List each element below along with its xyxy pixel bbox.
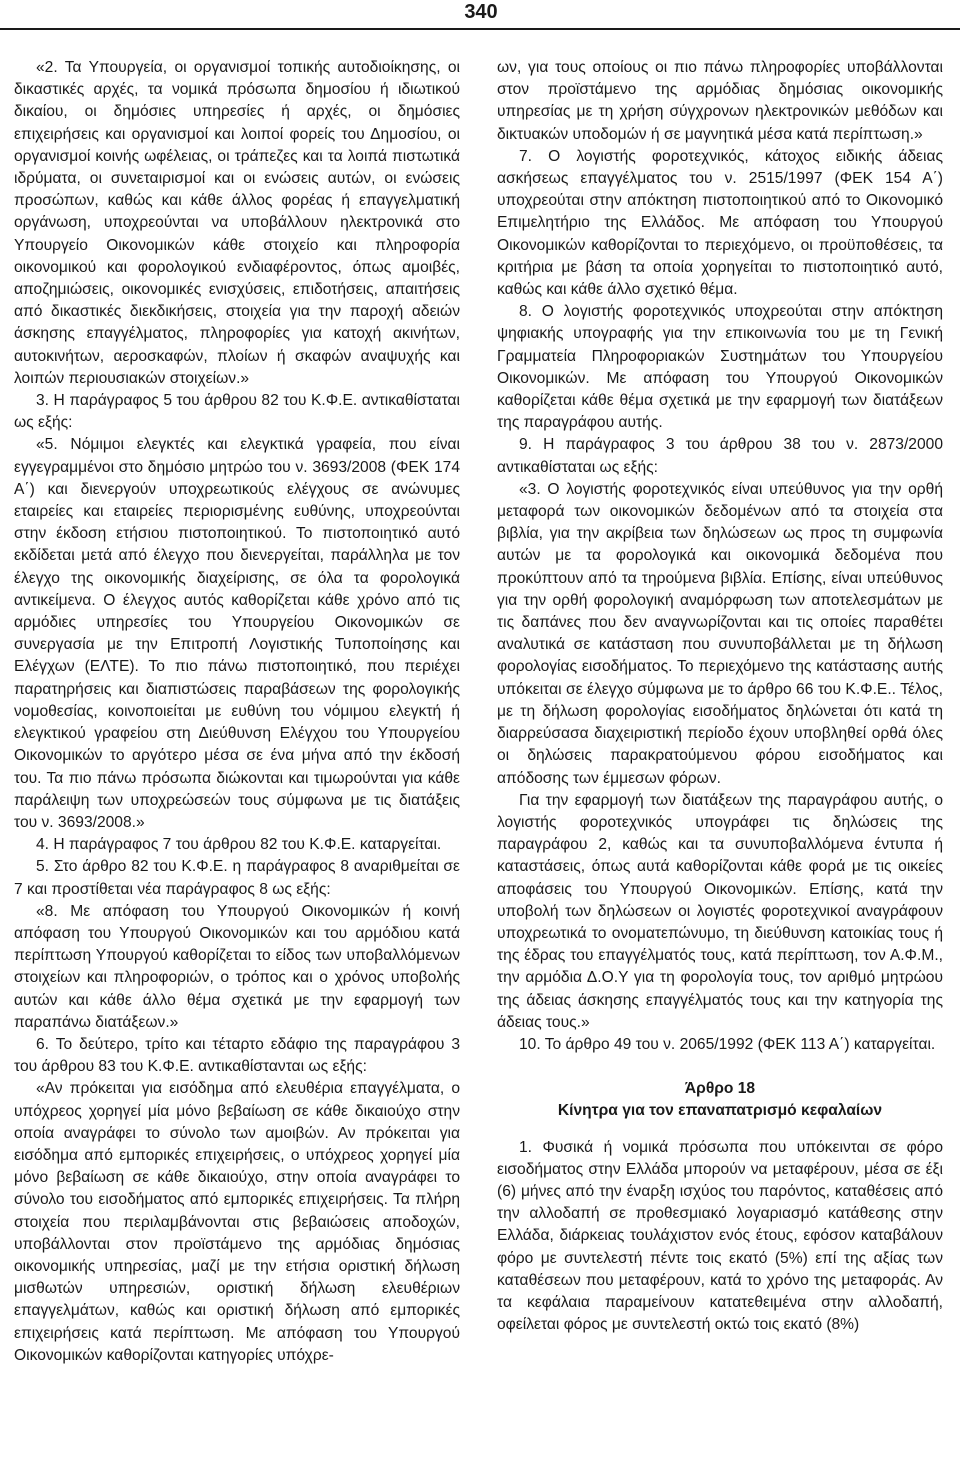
spacer xyxy=(497,1123,943,1137)
paragraph: «5. Νόμιμοι ελεγκτές και ελεγκτικά γραφεία, που είναι εγγεγραμμένοι στο δημόσιο μητρώο του ν. 3693/2008 (ΦΕΚ 174 Α΄) και διενεργούν υποχρεωτικούς ελέγχους σε ανώνυμες εταιρείες και εταιρείες περιορισμένης ευθύνης, υποχρεούνται στην έκδοση ετήσιου πιστοποιητικού. Το πιστοποιητικό αυτό εκδίδεται μετά από έλεγχο που διενεργείται, παράλληλα με τον έλεγχο της οικονομικής διαχείρισης, σε όλα τα φορολογικά αντικείμενα. Ο έλεγχος αυτός καθορίζεται κάθε χρόνο από τις αρμόδιες υπηρεσίες του Υπουργείου Οικονομικών σε συνεργασία με την Επιτροπή Λογιστικής Τυποποίησης και Ελέγχων (ΕΛΤΕ). Το πιο πάνω πιστοποιητικό, που περιέχει παρατηρήσεις και διαπιστώσεις παραβάσεων της φορολογικής νομοθεσίας, κοινοποιείται με ευθύνη του νόμιμου ελεγκτή ή ελεγκτικού γραφείου στη Διεύθυνση Ελέγχου του Υπουργείου Οικονομικών το αργότερο μέσα σε ένα μήνα από την έκδοσή του. Τα πιο πάνω πρόσωπα διώκονται και τιμωρούνται για κάθε παράλειψη των υποχρεώσεών τους σύμφωνα με τις διατάξεις του ν. 3693/2008.» xyxy=(14,436,460,831)
paragraph: 4. Η παράγραφος 7 του άρθρου 82 του Κ.Φ.Ε. καταργείται. xyxy=(36,836,442,854)
paragraph: «Αν πρόκειται για εισόδημα από ελευθέρια επαγγέλματα, ο υπόχρεος χορηγεί μία μόνο βεβαίωση σε κάθε δικαιούχο στην οποία αναγράφει το σύνολο των αμοιβών. Αν πρόκειται για εισόδημα από εμπορικές επιχειρήσεις, ο υπόχρεος χορηγεί μία μόνο βεβαίωση σε κάθε δικαιούχο, στην οποία αναγράφει το σύνολο του εισοδήματος από εμπορικές επιχειρήσεις. Τα πλήρη στοιχεία που περιλαμβάνονται στις βεβαιώσεις αποδοχών, υποβάλλονται στον προϊστάμενο της αρμόδιας δημόσιας οικονομικής υπηρεσίας, μαζί με την ετήσια οριστική δήλωση μισθωτών υπηρεσιών, οριστική δήλωση ελευθέριων επαγγελμάτων, καθώς και οριστική δήλωση από εμπορικές επιχειρήσεις κατά περίπτωση. Με απόφαση του Υπουργού Οικονομικών καθορίζονται κατηγορίες υπόχρε- xyxy=(14,1080,460,1364)
right-column xyxy=(497,57,943,1475)
paragraph: 5. Στο άρθρο 82 του Κ.Φ.Ε. η παράγραφος 8 αναριθμείται σε 7 και προστίθεται νέα παράγραφος 8 ως εξής: xyxy=(14,858,460,898)
left-column xyxy=(14,57,460,1475)
paragraph: 1. Φυσικά ή νομικά πρόσωπα που υπόκεινται σε φόρο εισοδήματος στην Ελλάδα μπορούν να μεταφέρουν, μέσα σε έξι (6) μήνες από την έναρξη ισχύος του παρόντος, καταθέσεις από την αλλοδαπή σε προθεσμιακό λογαριασμό κατάθεσης στην Ελλάδα, διάρκειας τουλάχιστον ενός έτους, εφόσον καταβάλουν φόρο με συντελεστή πέντε τοις εκατό (5%) επί της αξίας των καταθέσεων που μεταφέρουν, κατά το χρόνο της μεταφοράς. Αν τα κεφάλαια παραμείνουν κατατεθειμένα στην αλλοδαπή, οφείλεται φόρος με συντελεστή οκτώ τοις εκατό (8%) xyxy=(497,1138,943,1334)
page-header xyxy=(0,0,960,44)
article-title: Κίνητρα για τον επαναπατρισμό κεφαλαίων xyxy=(557,1102,883,1120)
paragraph: 10. Το άρθρο 49 του ν. 2065/1992 (ΦΕΚ 113 Α΄) καταργείται. xyxy=(519,1035,936,1053)
spacer xyxy=(497,1056,943,1078)
paragraph: «8. Με απόφαση του Υπουργού Οικονομικών ή κοινή απόφαση του Υπουργού Οικονομικών και του αρμόδιου κατά περίπτωση Υπουργού καθορίζεται το είδος των υποβαλλόμενων στοιχείων και πληροφοριών, ο τρόπος και ο χρόνος υποβολής αυτών και κάθε άλλο θέμα σχετικά με την εφαρμογή των παραπάνω διατάξεων.» xyxy=(14,902,460,1031)
page-number: 340 xyxy=(464,1,498,23)
paragraph: 7. Ο λογιστής φοροτεχνικός, κάτοχος ειδικής άδειας ασκήσεως επαγγέλματος του ν. 2515/1997 (ΦΕΚ 154 Α΄) υποχρεούται στην απόκτηση πιστοποιητικού από το Οικονομικό Επιμελητήριο της Ελλάδος. Με απόφαση του Υπουργού Οικονομικών καθορίζονται το περιεχόμενο, οι προϋποθέσεις, τα κριτήρια με βάση τα οποία χορηγείται το πιστοποιητικό αυτό, καθώς και κάθε άλλο σχετικό θέμα. xyxy=(497,147,943,299)
paragraph: «2. Τα Υπουργεία, οι οργανισμοί τοπικής αυτοδιοίκησης, οι δικαστικές αρχές, τα νομικά πρόσωπα δημοσίου ή ιδιωτικού δικαίου, οι δημόσιες υπηρεσίες ή αρχές, οι δημόσιες επιχειρήσεις και οργανισμοί και λοιποί φορείς του Δημοσίου, οι οργανισμοί κοινής ωφέλειας, οι τράπεζες και τα λοιπά πιστωτικά ιδρύματα, οι συνεταιρισμοί και οι ενώσεις αυτών, οι ενώσεις προσώπων, καθώς και κάθε άλλος φορέας ή επαγγελματική οργάνωση, υποχρεούνται να υποβάλλουν ηλεκτρονικά στο Υπουργείο Οικονομικών κάθε στοιχείο και πληροφορία οικονομικού και φορολογικού ενδιαφέροντος, όπως αμοιβές, αποζημιώσεις, οικονομικές ενισχύσεις, επιδοτήσεις, απαιτήσεις από δικαστικές διεκδικήσεις, στοιχεία για την παροχή αδειών άσκησης επαγγέλματος, πληροφορίες για κατοχή ακινήτων, αυτοκινήτων, αεροσκαφών, πλοίων ή σκαφών αναψυχής και λοιπών περιουσιακών στοιχείων.» xyxy=(14,59,460,387)
paragraph: 8. Ο λογιστής φοροτεχνικός υποχρεούται στην απόκτηση ψηφιακής υπογραφής για την επικοινωνία του με τη Γενική Γραμματεία Πληροφοριακών Συστημάτων του Υπουργείου Οικονομικών. Με απόφαση του Υπουργού Οικονομικών καθορίζεται κάθε θέμα σχετικά με την εφαρμογή των διατάξεων της παραγράφου αυτής. xyxy=(497,303,943,432)
article-number: Άρθρο 18 xyxy=(684,1080,756,1098)
paragraph: 9. Η παράγραφος 3 του άρθρου 38 του ν. 2873/2000 αντικαθίσταται ως εξής: xyxy=(497,436,943,476)
paragraph: «3. Ο λογιστής φοροτεχνικός είναι υπεύθυνος για την ορθή μεταφορά των οικονομικών δεδομένων από τα στοιχεία στα βιβλία, για την ακρίβεια των δηλώσεων ως προς τη συμφωνία αυτών με τα φορολογικά και οικονομικά δεδομένα που προκύπτουν από τα τηρούμενα βιβλία. Επίσης, είναι υπεύθυνος για την ορθή φορολογική αναμόρφωση των αποτελεσμάτων με τις δαπάνες που δεν αναγνωρίζονται και τις οποίες παραθέτει αναλυτικά σε κατάσταση που συνυποβάλλεται με τη δήλωση φορολογίας εισοδήματος. Το περιεχόμενο της κατάστασης αυτής υπόκειται σε έλεγχο σύμφωνα με το άρθρο 66 του Κ.Φ.Ε.. Τέλος, με τη δήλωση φορολογίας εισοδήματος δηλώνεται ότι κατά τη διαρρεύσασα διαχειριστική περίοδο έχουν υποβληθεί ορθά όλες οι δηλώσεις παρακρατούμενου φόρου εισοδήματος και απόδοσης των έμμεσων φόρων. xyxy=(497,480,943,787)
paragraph: Για την εφαρμογή των διατάξεων της παραγράφου αυτής, ο λογιστής φοροτεχνικός υπογράφει τις δηλώσεις της παραγράφου 2, καθώς και τα συνυποβαλλόμενα έντυπα ή καταστάσεις, όπως αυτά καθορίζονται κάθε φορά με τις οικείες αποφάσεις του Υπουργού Οικονομικών. Επίσης, κατά την υποβολή των δηλώσεων οι λογιστές φοροτεχνικοί αναγράφουν υποχρεωτικά το ονοματεπώνυμο, τη διεύθυνση κατοικίας τους ή της έδρας του επαγγέλματός τους, κατά περίπτωση, τον Α.Φ.Μ., την αρμόδια Δ.Ο.Υ για τη φορολογία τους, τον αριθμό μητρώου της άδειας άσκησης επαγγέλματός τους και την κατηγορία της άδειας τους.» xyxy=(497,791,943,1031)
paragraph: ων, για τους οποίους οι πιο πάνω πληροφορίες υποβάλλονται στον προϊστάμενο της αρμόδιας δημόσιας οικονομικής υπηρεσίας με τη χρήση σύγχρονων ηλεκτρονικών μεθόδων και δικτυακών υποδομών ή σε μαγνητικά μέσα κατά περίπτωση.» xyxy=(497,59,943,143)
header-rule xyxy=(0,28,960,30)
paragraph: 6. Το δεύτερο, τρίτο και τέταρτο εδάφιο της παραγράφου 3 του άρθρου 83 του Κ.Φ.Ε. αντικαθίστανται ως εξής: xyxy=(14,1035,460,1076)
paragraph: 3. Η παράγραφος 5 του άρθρου 82 του Κ.Φ.Ε. αντικαθίσταται ως εξής: xyxy=(14,392,460,432)
